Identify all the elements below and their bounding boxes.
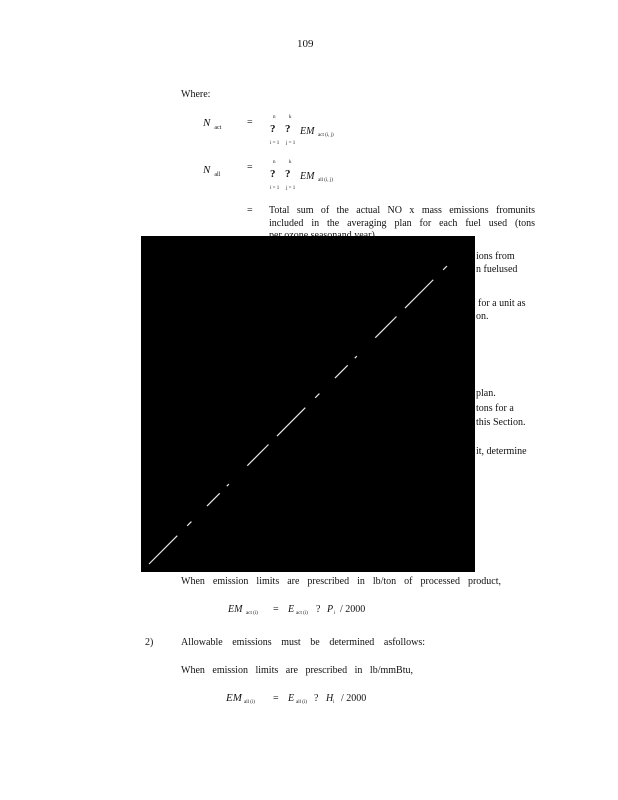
n-act-sum-1: ? [270, 123, 276, 135]
where-label: Where: [181, 89, 211, 100]
n-act-equals: = [247, 117, 253, 128]
eq1-e-subscript: act (i) [296, 611, 308, 616]
eq2-equals: = [273, 693, 279, 704]
eq2-divisor: / 2000 [341, 693, 367, 704]
n-all-formula [203, 160, 220, 178]
fragment-tons-for-a: tons for a [476, 403, 514, 414]
n-all-em: EM [300, 171, 315, 182]
eq2-operator: ? [314, 693, 319, 704]
eq1-equals: = [273, 604, 279, 615]
n-all-lower-2: j = 1 [286, 186, 296, 191]
n-act-lower-1: i = 1 [270, 141, 280, 146]
n-act-lower-2: j = 1 [286, 141, 296, 146]
n-all-sum-1: ? [270, 168, 276, 180]
n-act-symbol: N [203, 117, 211, 129]
eq2-lhs-subscript: all (i) [244, 700, 255, 705]
eq1-divisor: / 2000 [340, 604, 366, 615]
n-act-subscript: act [214, 125, 222, 131]
fragment-ions-from: ions from [476, 251, 515, 262]
item-2-number: 2) [145, 637, 154, 648]
n-all-em-subscript: all (i, j) [318, 178, 333, 183]
definition-line-1: Total sum of the actual NO x mass emissions fromunits [269, 205, 535, 216]
definition-line-2: included in the averaging plan for each fuel used (tons [269, 218, 535, 229]
eq1-lhs: EM [228, 604, 243, 615]
n-all-upper-2: k [289, 160, 292, 165]
n-act-upper-2: k [289, 115, 292, 120]
fragment-determine: it, determine [476, 446, 527, 457]
n-act-sum-2: ? [285, 123, 291, 135]
redaction-box [141, 236, 475, 572]
fragment-plan: plan. [476, 388, 496, 399]
when-prescribed-lb-mmbtu: When emission limits are prescribed in lb/mmBtu, [181, 665, 413, 676]
diagonal-line-graphic [141, 236, 475, 572]
eq1-p-subscript: i [334, 611, 336, 616]
eq2-lhs: EM [226, 692, 242, 704]
eq1-p: P [327, 604, 334, 615]
n-all-sum-2: ? [285, 168, 291, 180]
n-act-em-subscript: act (i, j) [318, 133, 334, 138]
n-all-equals: = [247, 162, 253, 173]
eq1-e: E [288, 604, 295, 615]
n-all-lower-1: i = 1 [270, 186, 280, 191]
eq2-h-subscript: i [333, 700, 335, 705]
fragment-for-a-unit: for a unit as [478, 298, 526, 309]
fragment-on: on. [476, 311, 489, 322]
n-all-upper-1: n [273, 160, 276, 165]
n-act-formula [203, 113, 221, 131]
eq1-lhs-subscript: act (i) [246, 611, 258, 616]
n-all-symbol: N [203, 164, 211, 176]
eq2-e-subscript: all (i) [296, 700, 307, 705]
when-prescribed-lb-ton: When emission limits are prescribed in lb/ton of processed product, [181, 576, 501, 587]
n-all-subscript: all [214, 172, 221, 178]
fragment-this-section: this Section. [476, 417, 526, 428]
definition-equals: = [247, 205, 253, 216]
item-2-text: Allowable emissions must be determined asfollows: [181, 637, 425, 648]
n-act-em: EM [300, 126, 315, 137]
eq2-e: E [288, 693, 295, 704]
page-number: 109 [297, 38, 314, 50]
n-act-upper-1: n [273, 115, 276, 120]
eq2-h: H [326, 693, 334, 704]
eq1-operator: ? [316, 604, 321, 615]
fragment-fuelused: n fuelused [476, 264, 518, 275]
